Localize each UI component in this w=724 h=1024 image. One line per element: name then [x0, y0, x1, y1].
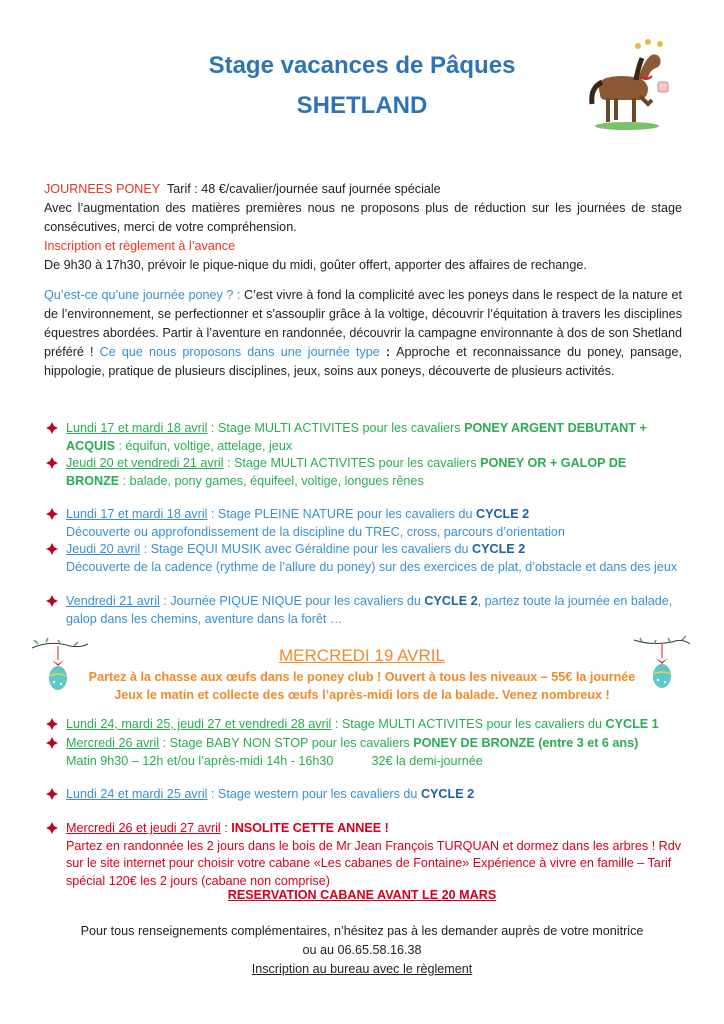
- list-item: [44, 506, 682, 541]
- diamond-bullet-icon: [46, 788, 58, 800]
- diamond-bullet-icon: [46, 718, 58, 730]
- proposal-sep: :: [379, 345, 397, 359]
- item-date: Jeudi 20 et vendredi 21 avril: [66, 456, 224, 470]
- mercredi-line1: Partez à la chasse aux œufs dans le poney club ! Ouvert à tous les niveaux – 55€ la journée: [88, 670, 636, 684]
- item-detail: Découverte de la cadence (rythme de l’allure du poney) sur des exercices de plat, d’obstacle et dans des jeux: [66, 559, 678, 574]
- proposal-label: Ce que nous proposons dans une journée type: [99, 345, 380, 359]
- proposal-text: Approche et reconnaissance du poney, pansage, hippologie, pratique de plusieurs disciplines, jeux, soins aux poneys, découverte de plusieurs activités.: [44, 345, 682, 378]
- item-level: PONEY OR + GALOP DE BRONZE: [66, 456, 627, 488]
- footer-line1: Pour tous renseignements complémentaires, n’hésitez pas à les demander auprès de votre monitrice: [80, 924, 644, 938]
- item-date: Mercredi 26 avril: [66, 736, 160, 750]
- mercredi-line2: Jeux le matin et collecte des œufs l’après-midi lors de la balade. Venez nombreux !: [114, 688, 610, 702]
- item-level: PONEY DE BRONZE (entre 3 et 6 ans): [413, 736, 639, 750]
- notice-text: Avec l’augmentation des matières premières nous ne proposons plus de réduction sur les journées de stage consécutives, merci de votre compréhension.: [44, 201, 682, 234]
- item-desc: : Stage BABY NON STOP pour les cavaliers: [159, 736, 414, 750]
- insolite-label: INSOLITE CETTE ANNEE !: [231, 821, 389, 835]
- diamond-bullet-icon: [46, 543, 58, 555]
- about-question: Qu’est-ce qu’une journée poney ? :: [44, 288, 241, 302]
- horaires-text: De 9h30 à 17h30, prévoir le pique-nique du midi, goûter offert, apporter des affaires de rechange.: [44, 258, 587, 272]
- item-sep: :: [220, 821, 232, 835]
- item-date: Lundi 17 et mardi 18 avril: [66, 507, 208, 521]
- page-title: Stage vacances de Pâques: [208, 52, 516, 79]
- item-rest: : équifun, voltige, attelage, jeux: [114, 438, 293, 453]
- pony-illustration: [582, 38, 672, 133]
- item-level: CYCLE 2: [424, 594, 478, 608]
- mercredi-title: MERCREDI 19 AVRIL: [279, 646, 445, 665]
- diamond-bullet-icon: [46, 822, 58, 834]
- item-date: Vendredi 21 avril: [66, 594, 160, 608]
- diamond-bullet-icon: [46, 508, 58, 520]
- footer-line2: ou au 06.65.58.16.38: [302, 943, 422, 957]
- inscription-text: Inscription et règlement à l’avance: [44, 239, 236, 253]
- item-desc: : Stage EQUI MUSIK avec Géraldine pour les cavaliers du: [140, 542, 473, 556]
- item-desc: : Stage western pour les cavaliers du: [207, 787, 421, 801]
- list-item: [44, 420, 682, 455]
- item-detail: Matin 9h30 – 12h et/ou l’après-midi 14h - 16h30: [66, 753, 334, 768]
- diamond-bullet-icon: [46, 422, 58, 434]
- insolite-text: Partez en randonnée les 2 jours dans le bois de Mr Jean François TURQUAN et dormez dans les arbres ! Rdv sur le site internet pour choisir votre cabane «Les cabanes de Fontaine» Expérience à vivre en famille – Tarif spécial 120€ les 2 jours (cabane non comprise): [66, 838, 682, 888]
- item-date: Lundi 17 et mardi 18 avril: [66, 421, 208, 435]
- item-desc: : Stage MULTI ACTIVITES pour les cavaliers: [207, 421, 465, 435]
- list-item: [44, 820, 682, 890]
- item-date: Mercredi 26 et jeudi 27 avril: [66, 821, 221, 835]
- about-text: C’est vivre à fond la complicité avec les poneys dans le respect de la nature et de l’environnement, se perfectionner et s'assouplir grâce à la voltige, découvrir l’équitation à travers les disciplines équestres abordées. Partir à l’aventure en randonnée, découvrir la campagne environnante à dos de son Shetland préféré !: [44, 288, 682, 359]
- item-level: PONEY ARGENT DEBUTANT + ACQUIS: [66, 421, 647, 453]
- footer-line3: Inscription au bureau avec le règlement: [251, 962, 473, 976]
- tarif-text: Tarif : 48 €/cavalier/journée sauf journée spéciale: [166, 182, 441, 196]
- item-rest: , partez toute la journée en balade, galop dans les chemins, aventure dans la forêt …: [66, 594, 673, 626]
- item-desc: : Stage PLEINE NATURE pour les cavaliers du: [207, 507, 476, 521]
- list-item: [44, 786, 682, 804]
- item-rest: : balade, pony games, équifeel, voltige, longues rênes: [119, 473, 424, 488]
- item-detail: Découverte ou approfondissement de la discipline du TREC, cross, parcours d’orientation: [66, 524, 565, 539]
- page-subtitle: SHETLAND: [296, 92, 428, 119]
- intro-section: [44, 180, 682, 275]
- item-desc: : Stage MULTI ACTIVITES pour les cavaliers: [223, 456, 481, 470]
- item-date: Lundi 24 et mardi 25 avril: [66, 787, 208, 801]
- item-level: CYCLE 1: [605, 717, 659, 731]
- item-price: 32€ la demi-journée: [371, 753, 483, 768]
- mercredi-text: [0, 668, 724, 704]
- item-level: CYCLE 2: [472, 542, 526, 556]
- item-date: Lundi 24, mardi 25, jeudi 27 et vendredi 28 avril: [66, 717, 332, 731]
- diamond-bullet-icon: [46, 457, 58, 469]
- item-level: CYCLE 2: [420, 787, 475, 801]
- about-section: [44, 286, 682, 381]
- list-item: [44, 541, 682, 576]
- footer: [0, 922, 724, 979]
- item-date: Jeudi 20 avril: [66, 542, 141, 556]
- list-item: [44, 593, 682, 628]
- list-item: [44, 455, 682, 490]
- journees-label: JOURNEES PONEY: [44, 182, 161, 196]
- item-desc: : Journée PIQUE NIQUE pour les cavaliers du: [159, 594, 425, 608]
- item-desc: : Stage MULTI ACTIVITES pour les cavaliers du: [331, 717, 606, 731]
- list-item: [44, 735, 682, 770]
- diamond-bullet-icon: [46, 595, 58, 607]
- reservation-notice: RESERVATION CABANE AVANT LE 20 MARS: [227, 888, 497, 902]
- diamond-bullet-icon: [46, 737, 58, 749]
- list-item: [44, 716, 682, 734]
- item-level: CYCLE 2: [475, 507, 530, 521]
